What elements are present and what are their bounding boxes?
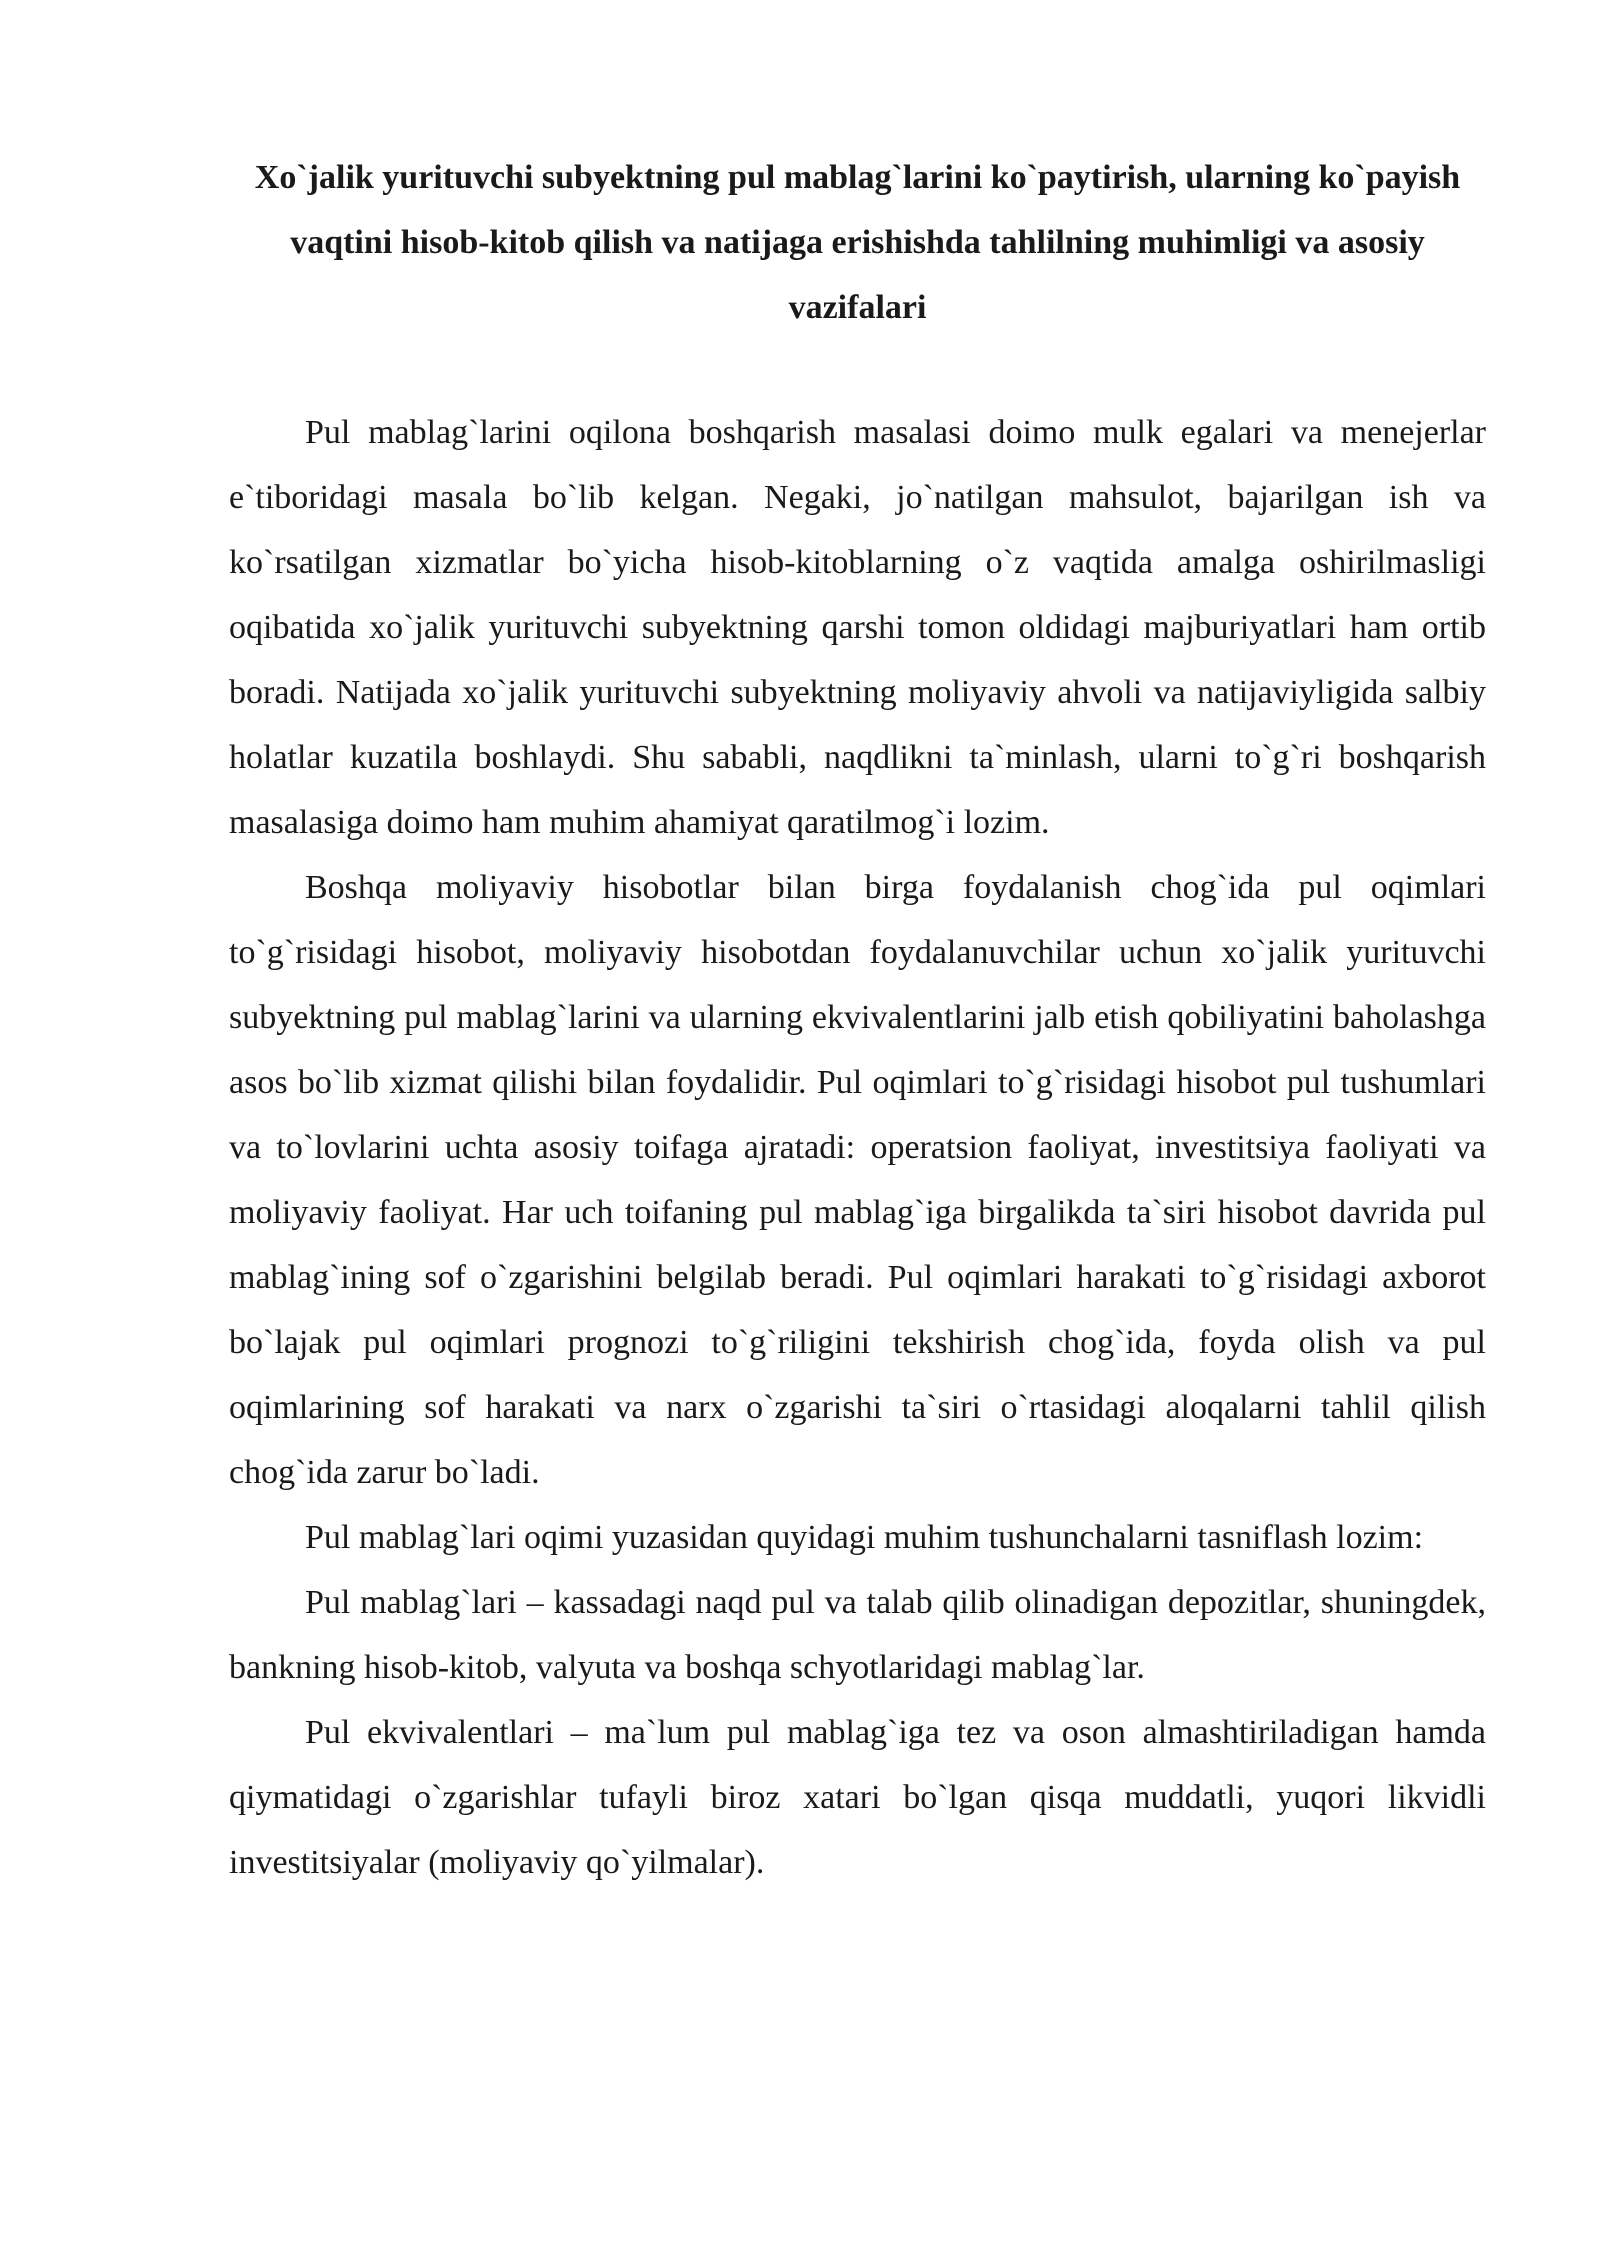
paragraph-1: Pul mablag`larini oqilona boshqarish masalasi doimo mulk egalari va menejerlar e`tiboridagi masala bo`lib kelgan. Negaki, jo`natilgan mahsulot, bajarilgan ish va ko`rsatilgan xizmatlar bo`yicha hisob-kitoblarning o`z vaqtida amalga oshirilmasligi oqibatida xo`jalik yurituvchi subyektning qarshi tomon oldidagi majburiyatlari ham ortib boradi. Natijada xo`jalik yurituvchi subyektning moliyaviy ahvoli va natijaviyligida salbiy holatlar kuzatila boshlaydi. Shu sababli, naqdlikni ta`minlash, ularni to`g`ri boshqarish masalasiga doimo ham muhim ahamiyat qaratilmog`i lozim. [229, 414, 1486, 841]
paragraph-3: Pul mablag`lari oqimi yuzasidan quyidagi muhim tushunchalarni tasniflash lozim: [305, 1519, 1424, 1556]
page-title: Xo`jalik yurituvchi subyektning pul mablag`larini ko`paytirish, ularning ko`payish vaqtini hisob-kitob qilish va natijaga erishishda tahlilning muhimligi va asosiy vazifalari [254, 159, 1461, 326]
paragraph-4: Pul mablag`lari – kassadagi naqd pul va talab qilib olinadigan depozitlar, shuningdek, bankning hisob-kitob, valyuta va boshqa schyotlaridagi mablag`lar. [229, 1584, 1486, 1686]
document-body [229, 145, 1486, 1895]
paragraph-2: Boshqa moliyaviy hisobotlar bilan birga foydalanish chog`ida pul oqimlari to`g`risidagi hisobot, moliyaviy hisobotdan foydalanuvchilar uchun xo`jalik yurituvchi subyektning pul mablag`larini va ularning ekvivalentlarini jalb etish qobiliyatini baholashga asos bo`lib xizmat qilishi bilan foydalidir. Pul oqimlari to`g`risidagi hisobot pul tushumlari va to`lovlarini uchta asosiy toifaga ajratadi: operatsion faoliyat, investitsiya faoliyati va moliyaviy faoliyat. Har uch toifaning pul mablag`iga birgalikda ta`siri hisobot davrida pul mablag`ining sof o`zgarishini belgilab beradi. Pul oqimlari harakati to`g`risidagi axborot bo`lajak pul oqimlari prognozi to`g`riligini tekshirish chog`ida, foyda olish va pul oqimlarining sof harakati va narx o`zgarishi ta`siri o`rtasidagi aloqalarni tahlil qilish chog`ida zarur bo`ladi. [229, 869, 1486, 1491]
paragraph-5: Pul ekvivalentlari – ma`lum pul mablag`iga tez va oson almashtiriladigan hamda qiymatidagi o`zgarishlar tufayli biroz xatari bo`lgan qisqa muddatli, yuqori likvidli investitsiyalar (moliyaviy qo`yilmalar). [229, 1714, 1486, 1881]
